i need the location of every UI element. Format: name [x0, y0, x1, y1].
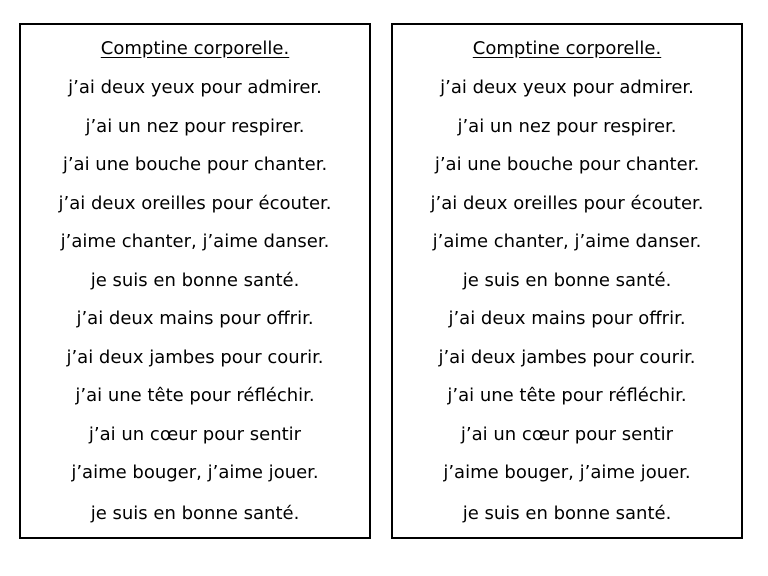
- poem-line: j’ai une tête pour réfléchir.: [447, 385, 687, 406]
- poem-line: j’aime chanter, j’aime danser.: [432, 231, 702, 252]
- poem-line: j’aime chanter, j’aime danser.: [60, 231, 330, 252]
- poem-line: je suis en bonne santé.: [462, 270, 672, 291]
- poem-title: Comptine corporelle.: [100, 38, 290, 59]
- poem-line: j’ai deux oreilles pour écouter.: [430, 193, 704, 214]
- poem-line: j’ai deux mains pour offrir.: [448, 308, 686, 329]
- poem-line: j’aime bouger, j’aime jouer.: [443, 462, 691, 483]
- poem-line: j’ai un cœur pour sentir: [88, 424, 302, 445]
- poem-line: j’ai deux yeux pour admirer.: [440, 77, 694, 98]
- poem-line: j’ai un nez pour respirer.: [85, 116, 305, 137]
- poem-line: j’ai deux yeux pour admirer.: [68, 77, 322, 98]
- poem-line: j’ai un cœur pour sentir: [460, 424, 674, 445]
- poem-card-left: [19, 23, 371, 539]
- poem-line: je suis en bonne santé.: [90, 503, 300, 524]
- poem-line: j’aime bouger, j’aime jouer.: [71, 462, 319, 483]
- poem-line: j’ai une bouche pour chanter.: [434, 154, 700, 175]
- poem-line: je suis en bonne santé.: [462, 503, 672, 524]
- poem-line: j’ai une bouche pour chanter.: [62, 154, 328, 175]
- poem-card-right: [391, 23, 743, 539]
- poem-line: j’ai deux jambes pour courir.: [66, 347, 324, 368]
- poem-line: j’ai un nez pour respirer.: [457, 116, 677, 137]
- poem-line: j’ai une tête pour réfléchir.: [75, 385, 315, 406]
- poem-line: j’ai deux jambes pour courir.: [438, 347, 696, 368]
- poem-line: j’ai deux oreilles pour écouter.: [58, 193, 332, 214]
- poem-title: Comptine corporelle.: [472, 38, 662, 59]
- poem-line: j’ai deux mains pour offrir.: [76, 308, 314, 329]
- poem-line: je suis en bonne santé.: [90, 270, 300, 291]
